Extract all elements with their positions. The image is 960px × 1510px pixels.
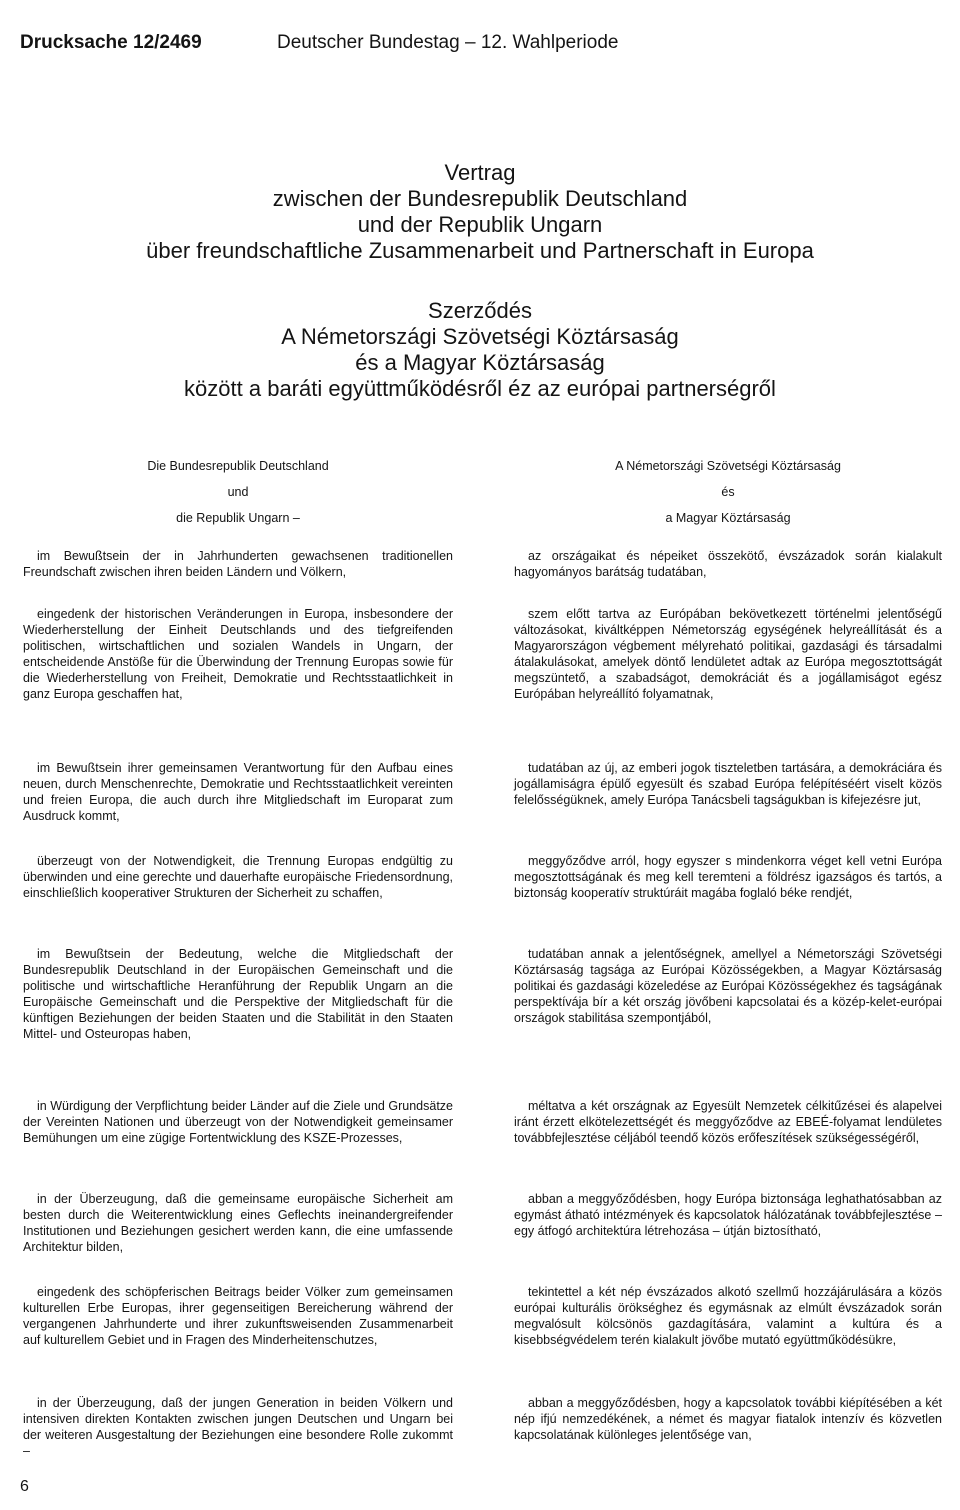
title-de-line: zwischen der Bundesrepublik Deutschland [272, 186, 688, 211]
party-line: und [227, 485, 249, 499]
preamble-paragraph-hu: tudatában az új, az emberi jogok tiszteletben tartására, a demokráciára és jogállamiságra épülő egyesült és szabad Európa felépítéséért viselt közös felelősségüknek, amely Európa Tanácsbeli tagságukban is kifejezésre jut, [514, 761, 942, 807]
preamble-paragraph-de: im Bewußtsein ihrer gemeinsamen Verantwortung für den Aufbau eines neuen, durch Menschenrechte, Demokratie und Rechtsstaatlichkeit vereinten und freien Europa, die auch durch ihre Mitgliedschaft im Europarat zum Ausdruck kommt, [23, 761, 453, 823]
title-hu-line: és a Magyar Köztársaság [355, 350, 605, 375]
preamble-paragraph-de: im Bewußtsein der in Jahrhunderten gewachsenen traditionellen Freundschaft zwischen ihren beiden Ländern und Völkern, [23, 549, 453, 579]
party-line: A Németországi Szövetségi Köztársaság [615, 459, 841, 473]
german-column [23, 458, 453, 1458]
preamble-paragraph-de: im Bewußtsein der Bedeutung, welche die Mitgliedschaft der Bundesrepublik Deutschland in der Europäischen Gemeinschaft und die politische und wirtschaftliche Heranführung der Republik Ungarn an die Europäische Gemeinschaft und die Perspektive der Mitgliedschaft für die künftigen Beziehungen der beiden Staaten und die Stabilität in den Staaten Mittel- und Osteuropas haben, [23, 947, 453, 1041]
preamble-paragraph-hu: meggyőződve arról, hogy egyszer s mindenkorra véget kell vetni Európa megosztottságának és meg kell teremteni a földrész igazságos és tartós, a biztonság kooperatív struktúráit magába foglaló béke rendjét, [514, 854, 942, 900]
preamble-paragraph-de: eingedenk der historischen Veränderungen in Europa, insbesondere der Wiederherstellung der Einheit Deutschlands und des tiefgreifenden politischen, wirtschaftlichen und sozialen Wandels in Ungarn, der entscheidende Anstöße für die Überwindung der Trennung Europas sowie für die Wiederherstellung von Freiheit, Demokratie und Rechtsstaatlichkeit in ganz Europa geschaffen hat, [23, 607, 453, 701]
party-line: Die Bundesrepublik Deutschland [147, 459, 329, 473]
preamble-paragraph-de: in der Überzeugung, daß die gemeinsame europäische Sicherheit am besten durch die Weiterentwicklung eines Geflechts ineinandergreifender Institutionen und Beziehungen gesichert werden kann, die eine umfassende Architektur bilden, [23, 1192, 453, 1254]
title-de-line: Vertrag [444, 160, 516, 185]
preamble-paragraph-hu: szem előtt tartva az Európában bekövetkezett történelmi jelentőségű változásokat, kiváltképpen Németország egységének helyreállítását és a Magyarországon végbement mélyreható politikai, gazdasági és társadalmi átalakulásokat, amelyek döntő lendületet adtak az Európa megosztottságát megszüntető, a szabadságot, demokráciát és a jogállamiságot egész Európában helyreállító folyamatnak, [514, 607, 942, 701]
party-line: a Magyar Köztársaság [665, 511, 791, 525]
parliament-period: Deutscher Bundestag – 12. Wahlperiode [276, 32, 619, 53]
preamble-paragraph-de: überzeugt von der Notwendigkeit, die Trennung Europas endgültig zu überwinden und eine gerechte und dauerhafte europäische Friedensordnung, einschließlich kooperativer Strukturen der Sicherheit zu schaffen, [23, 854, 453, 900]
parties-hungarian [514, 458, 942, 526]
title-hu-line: között a baráti együttműködésről éz az európai partnerségről [184, 376, 776, 401]
title-de-line: und der Republik Ungarn [357, 212, 603, 237]
title-hu-line: Szerződés [428, 298, 532, 323]
preamble-paragraph-hu: az országaikat és népeiket összekötő, évszázadok során kialakult hagyományos barátság tudatában, [514, 549, 942, 579]
parties-german [23, 458, 453, 526]
preamble-paragraph-hu: tudatában annak a jelentőségnek, amellyel a Németországi Szövetségi Köztársaság tagsága az Európai Közösségekben, a Magyar Köztársaság politikai és gazdasági közeledése az Európai Közösségekhez és tagságának perspektívája bír a két ország jövőbeni kapcsolatai és a közép-kelet-európai országok stabilitása szempontjából, [514, 947, 942, 1025]
preamble-paragraph-hu: abban a meggyőződésben, hogy Európa biztonsága leghathatósabban az egymást átható intézmények és kapcsolatok hálózatának továbbfejlesztése – egy átfogó architektúra létrehozása – útján biztosítható, [514, 1192, 942, 1238]
hungarian-column [514, 458, 942, 1442]
title-german [0, 160, 960, 264]
title-hu-line: A Németországi Szövetségi Köztársaság [281, 324, 679, 349]
title-hungarian [0, 298, 960, 402]
preamble-paragraph-de: in Würdigung der Verpflichtung beider Länder auf die Ziele und Grundsätze der Vereinten Nationen und überzeugt von der Notwendigkeit gemeinsamer Bemühungen um eine zügige Fortentwicklung des KSZE-Prozesses, [23, 1099, 453, 1145]
page-number: 6 [20, 1478, 29, 1495]
preamble-paragraph-hu: abban a meggyőződésben, hogy a kapcsolatok további kiépítésében a két nép ifjú nemzedékének, a német és magyar fiatalok intenzív és közvetlen kapcsolatának különleges jelentősége van, [514, 1396, 942, 1442]
preamble-paragraph-de: eingedenk des schöpferischen Beitrags beider Völker zum gemeinsamen kulturellen Erbe Europas, ihrer gegenseitigen Bereicherung während der vergangenen Jahrhunderte und ihrer zukunftsweisenden Zusammenarbeit auf kulturellem Gebiet und in Fragen des Minderheitenschutzes, [23, 1285, 453, 1347]
page-header [20, 32, 940, 54]
party-line: die Republik Ungarn – [176, 511, 300, 525]
preamble-paragraph-hu: méltatva a két országnak az Egyesült Nemzetek célkitűzései és alapelvei iránt érzett elkötelezettségét és meggyőződve az EBEÉ-folyamat lendületes továbbfejlesztése céljából teendő közös erőfeszítések szükségességéről, [514, 1099, 942, 1145]
preamble-paragraph-hu: tekintettel a két nép évszázados alkotó szellmű hozzájárulására a közös európai kulturális örökséghez és egymásnak az elmúlt évszázadok során megvalósult kölcsönös gazdagítására, valamint a kultúra és a kisebbségvédelem terén kialakult jövőbe mutató együttműködésükre, [514, 1285, 942, 1347]
document-number: Drucksache 12/2469 [20, 32, 202, 53]
preamble-paragraph-de: in der Überzeugung, daß der jungen Generation in beiden Völkern und intensiven direkten Kontakten zwischen jungen Deutschen und Ungarn bei der weiteren Ausgestaltung der Beziehungen eine besondere Rolle zukommt – [23, 1396, 453, 1458]
party-line: és [721, 485, 735, 499]
title-de-line: über freundschaftliche Zusammenarbeit und Partnerschaft in Europa [146, 238, 814, 263]
